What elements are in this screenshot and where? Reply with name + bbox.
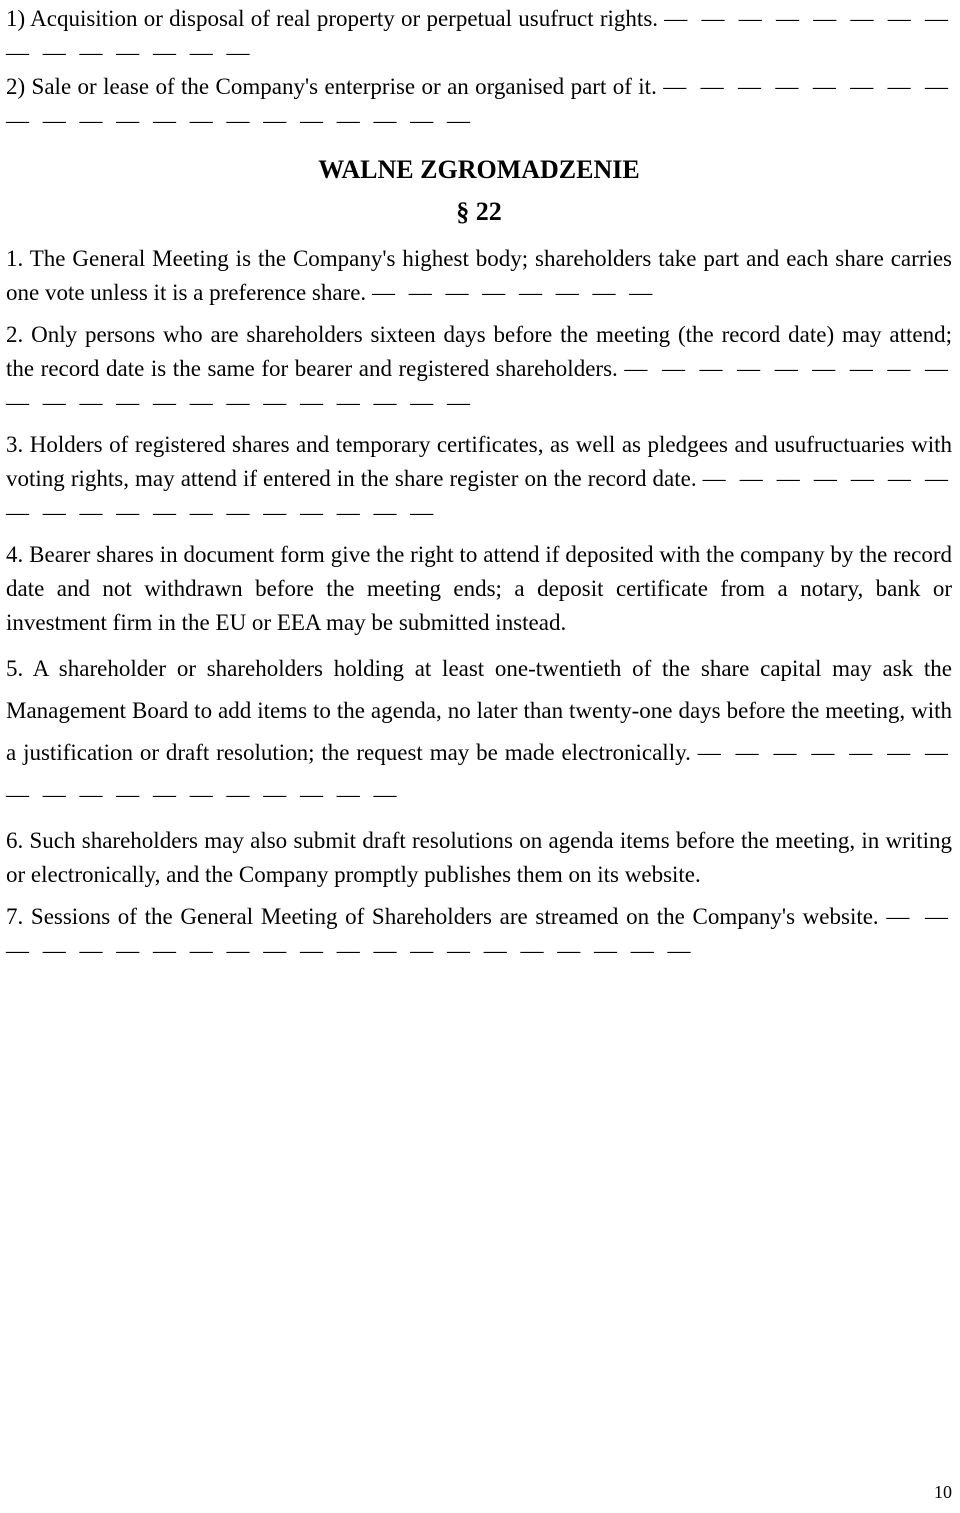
clause-4: 4. Bearer shares in document form give the right to attend if deposited with the company by the record date and not withdrawn before the meeting ends; a deposit certificate from a notary, bank or investment firm in the EU or EEA may be submitted instead. xyxy=(6,542,952,635)
clause-1: 1. The General Meeting is the Company's highest body; shareholders take part and each share carries one vote unless it is a preference share. — — — — — — — — xyxy=(6,246,952,305)
page-number: 10 xyxy=(934,1482,952,1502)
clause-7: 7. Sessions of the General Meeting of Shareholders are streamed on the Company's website. — — — — — — — — — — — — — — — — — — — — — xyxy=(6,904,952,963)
section-number: § 22 xyxy=(456,197,502,226)
clause-3: 3. Holders of registered shares and temporary certificates, as well as pledgees and usufructuaries with voting rights, may attend if entered in the share register on the record date. — — — — — — — — — — — — — — — — — — — xyxy=(6,432,952,525)
item-2: 2) Sale or lease of the Company's enterprise or an organised part of it. — — — — — — — — — — — — — — — — — — — — — xyxy=(6,74,953,133)
clause-2: 2. Only persons who are shareholders sixteen days before the meeting (the record date) may attend; the record date is the same for bearer and registered shareholders. — — — — — — — — — — — — — — — — — — — — — — xyxy=(6,322,953,415)
document-page xyxy=(6,0,952,1513)
clause-6: 6. Such shareholders may also submit draft resolutions on agenda items before the meeting, in writing or electronically, and the Company promptly publishes them on its website. xyxy=(6,828,952,887)
page-title: WALNE ZGROMADZENIE xyxy=(318,155,640,184)
item-1: 1) Acquisition or disposal of real property or perpetual usufruct rights. — — — — — — — — — — — — — — — xyxy=(6,6,953,65)
clause-5: 5. A shareholder or shareholders holding at least one-twentieth of the share capital may ask the Management Board to add items to the agenda, no later than twenty-one days before the meeting, with a justification or draft resolution; the request may be made electronically. — — — — — — — — — — — — — — — — — — xyxy=(6,656,953,807)
